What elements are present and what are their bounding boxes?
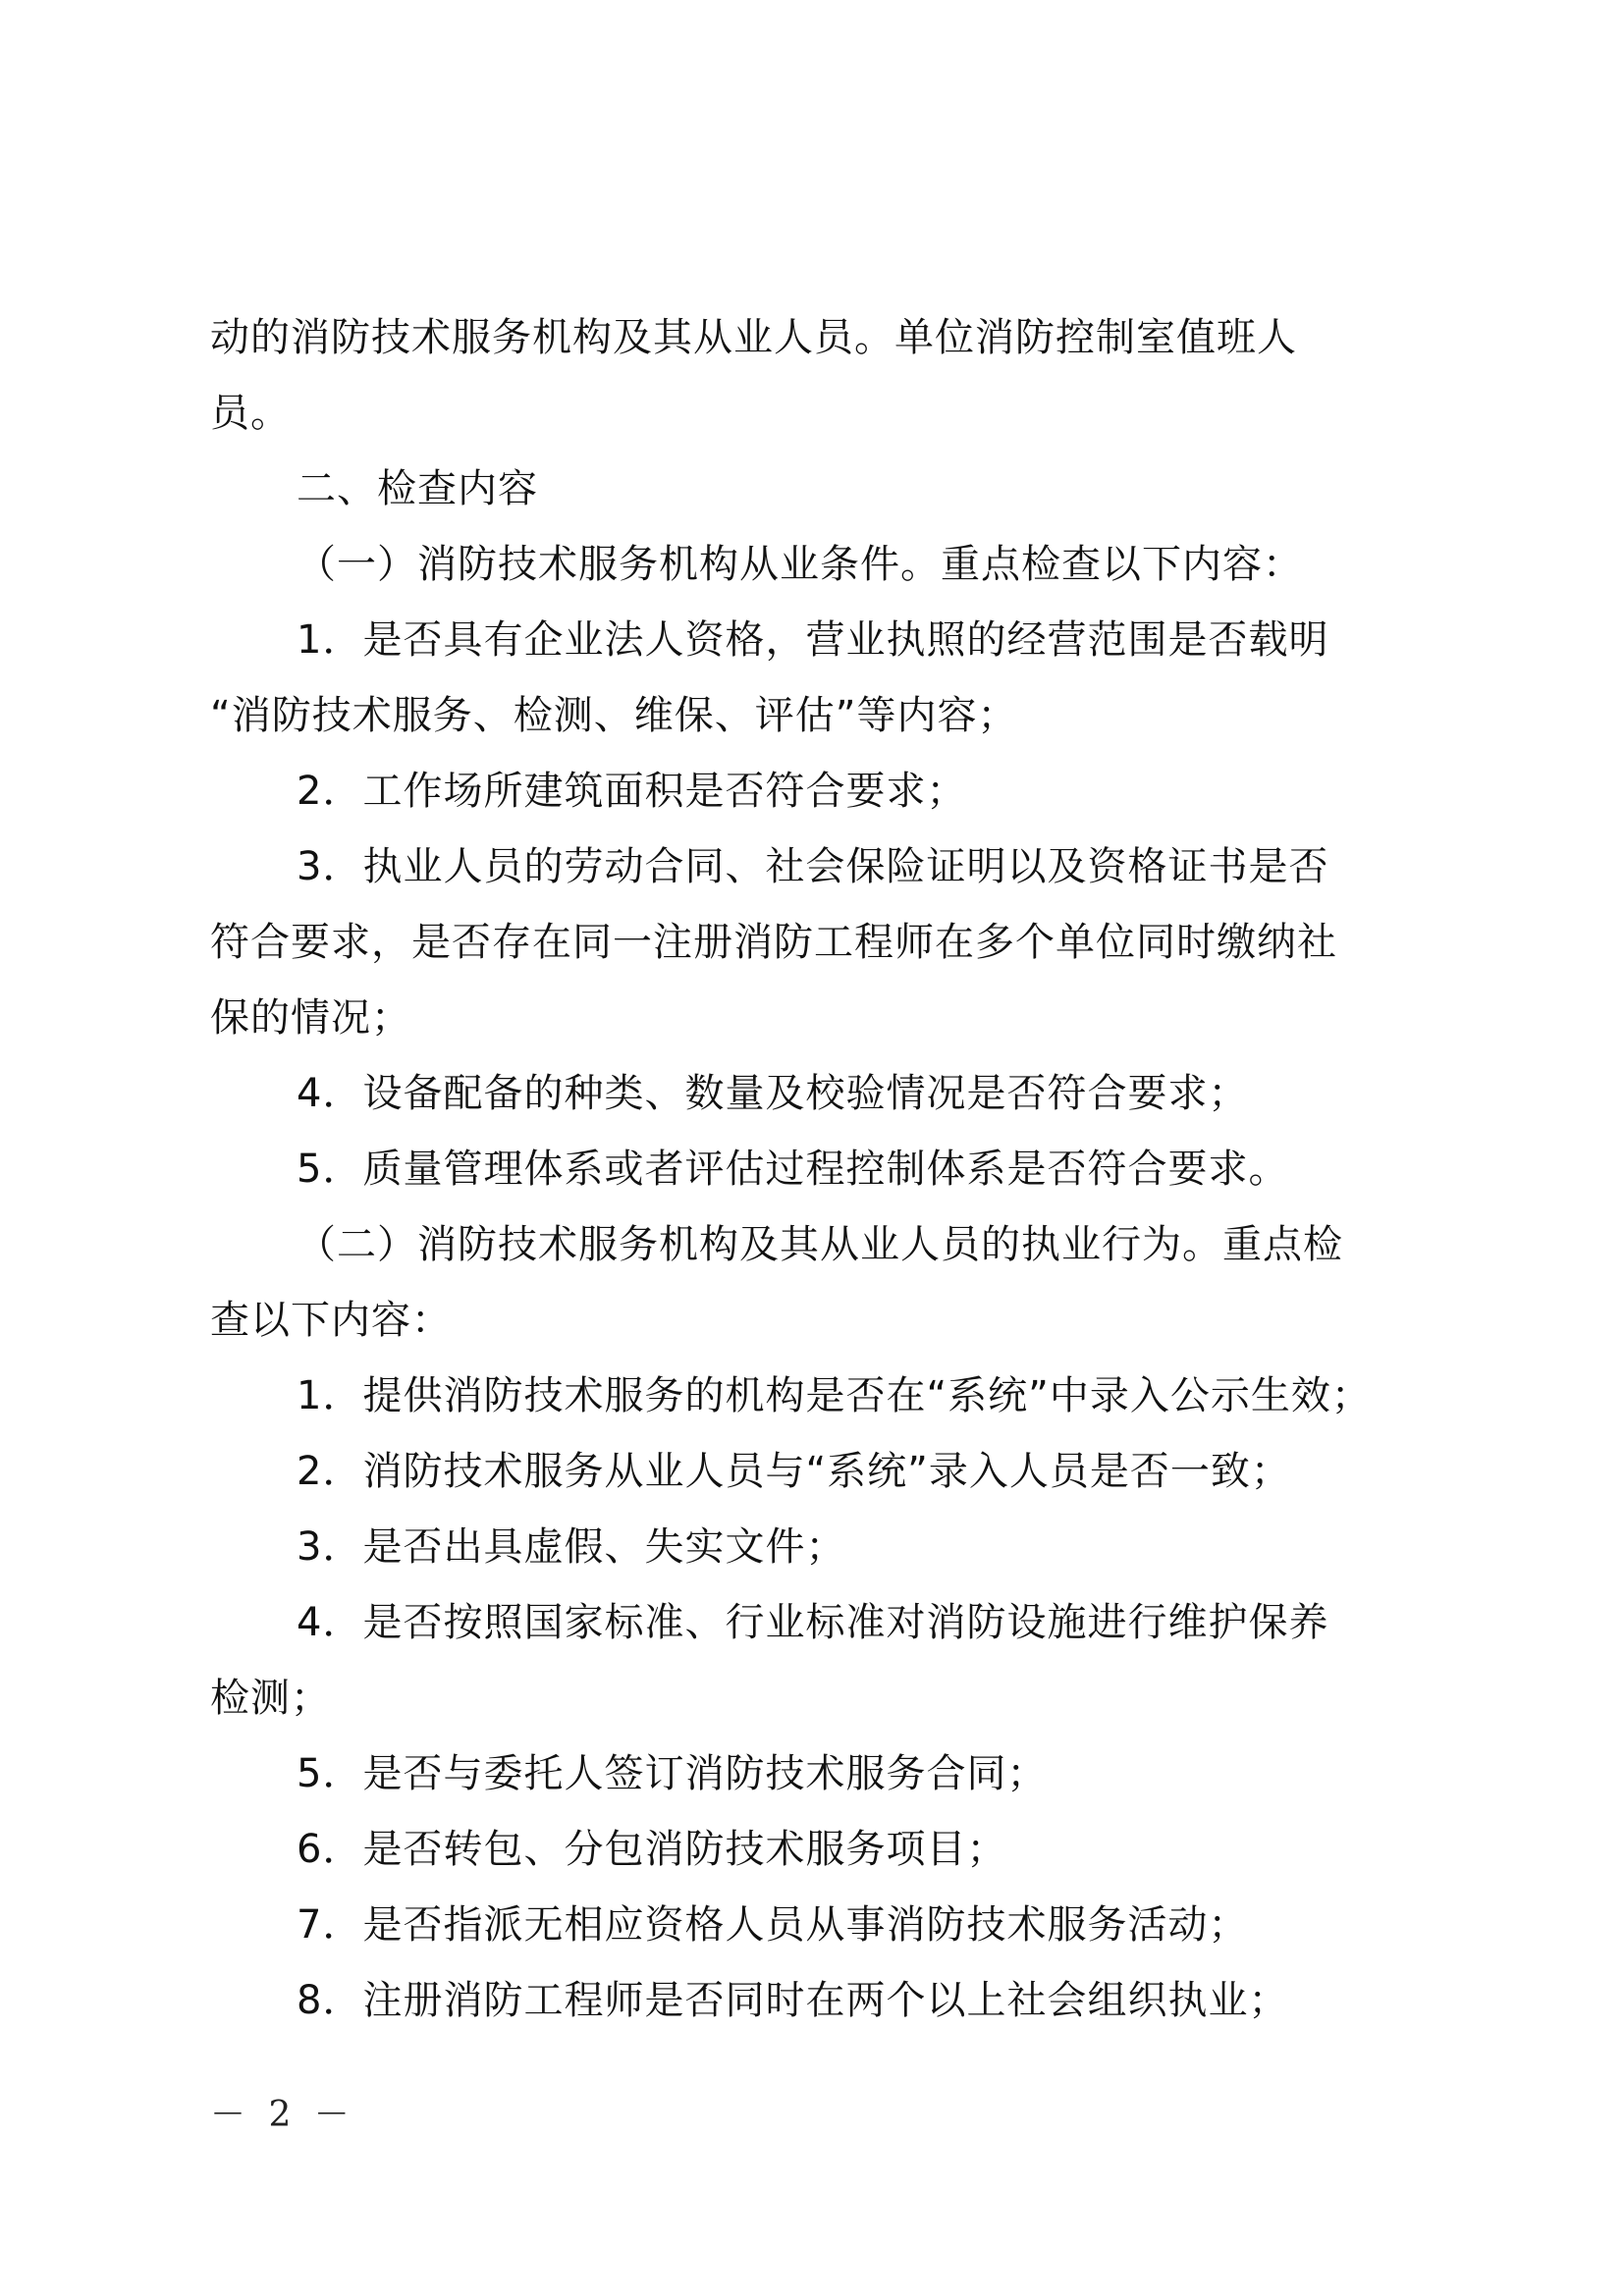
body-line: 员。: [210, 391, 291, 436]
section-heading: 二、检查内容: [297, 466, 538, 511]
list-item: 4．设备配备的种类、数量及校验情况是否符合要求；: [297, 1071, 1249, 1116]
body-line: 保的情况；: [210, 995, 411, 1041]
subsection-heading: （二）消防技术服务机构及其从业人员的执业行为。重点检: [297, 1222, 1343, 1267]
list-item: 6．是否转包、分包消防技术服务项目；: [297, 1827, 1007, 1872]
list-item: 5．质量管理体系或者评估过程控制体系是否符合要求。: [297, 1147, 1289, 1192]
list-item: 8．注册消防工程师是否同时在两个以上社会组织执业；: [297, 1978, 1289, 2023]
body-line: 符合要求，是否存在同一注册消防工程师在多个单位同时缴纳社: [210, 920, 1337, 965]
document-body: [210, 300, 1437, 2039]
list-item: 1．是否具有企业法人资格，营业执照的经营范围是否载明: [297, 617, 1329, 663]
list-item: 5．是否与委托人签订消防技术服务合同；: [297, 1751, 1048, 1796]
list-item: 7．是否指派无相应资格人员从事消防技术服务活动；: [297, 1902, 1249, 1948]
list-item: 4．是否按照国家标准、行业标准对消防设施进行维护保养: [297, 1600, 1329, 1645]
list-item: 2．消防技术服务从业人员与“系统”录入人员是否一致；: [297, 1449, 1291, 1494]
list-item: 1．提供消防技术服务的机构是否在“系统”中录入公示生效；: [297, 1373, 1372, 1418]
body-line: 查以下内容：: [210, 1298, 452, 1343]
list-item: 2．工作场所建筑面积是否符合要求；: [297, 769, 967, 814]
page-number: － 2 －: [210, 2095, 355, 2135]
subsection-heading: （一）消防技术服务机构从业条件。重点检查以下内容：: [297, 542, 1303, 587]
list-item: 3．是否出具虚假、失实文件；: [297, 1524, 846, 1570]
list-item: 3．执业人员的劳动合同、社会保险证明以及资格证书是否: [297, 844, 1329, 889]
body-line: “消防技术服务、检测、维保、评估”等内容；: [210, 693, 1018, 738]
body-line: 检测；: [210, 1676, 331, 1721]
body-line: 动的消防技术服务机构及其从业人员。单位消防控制室值班人: [210, 315, 1297, 360]
